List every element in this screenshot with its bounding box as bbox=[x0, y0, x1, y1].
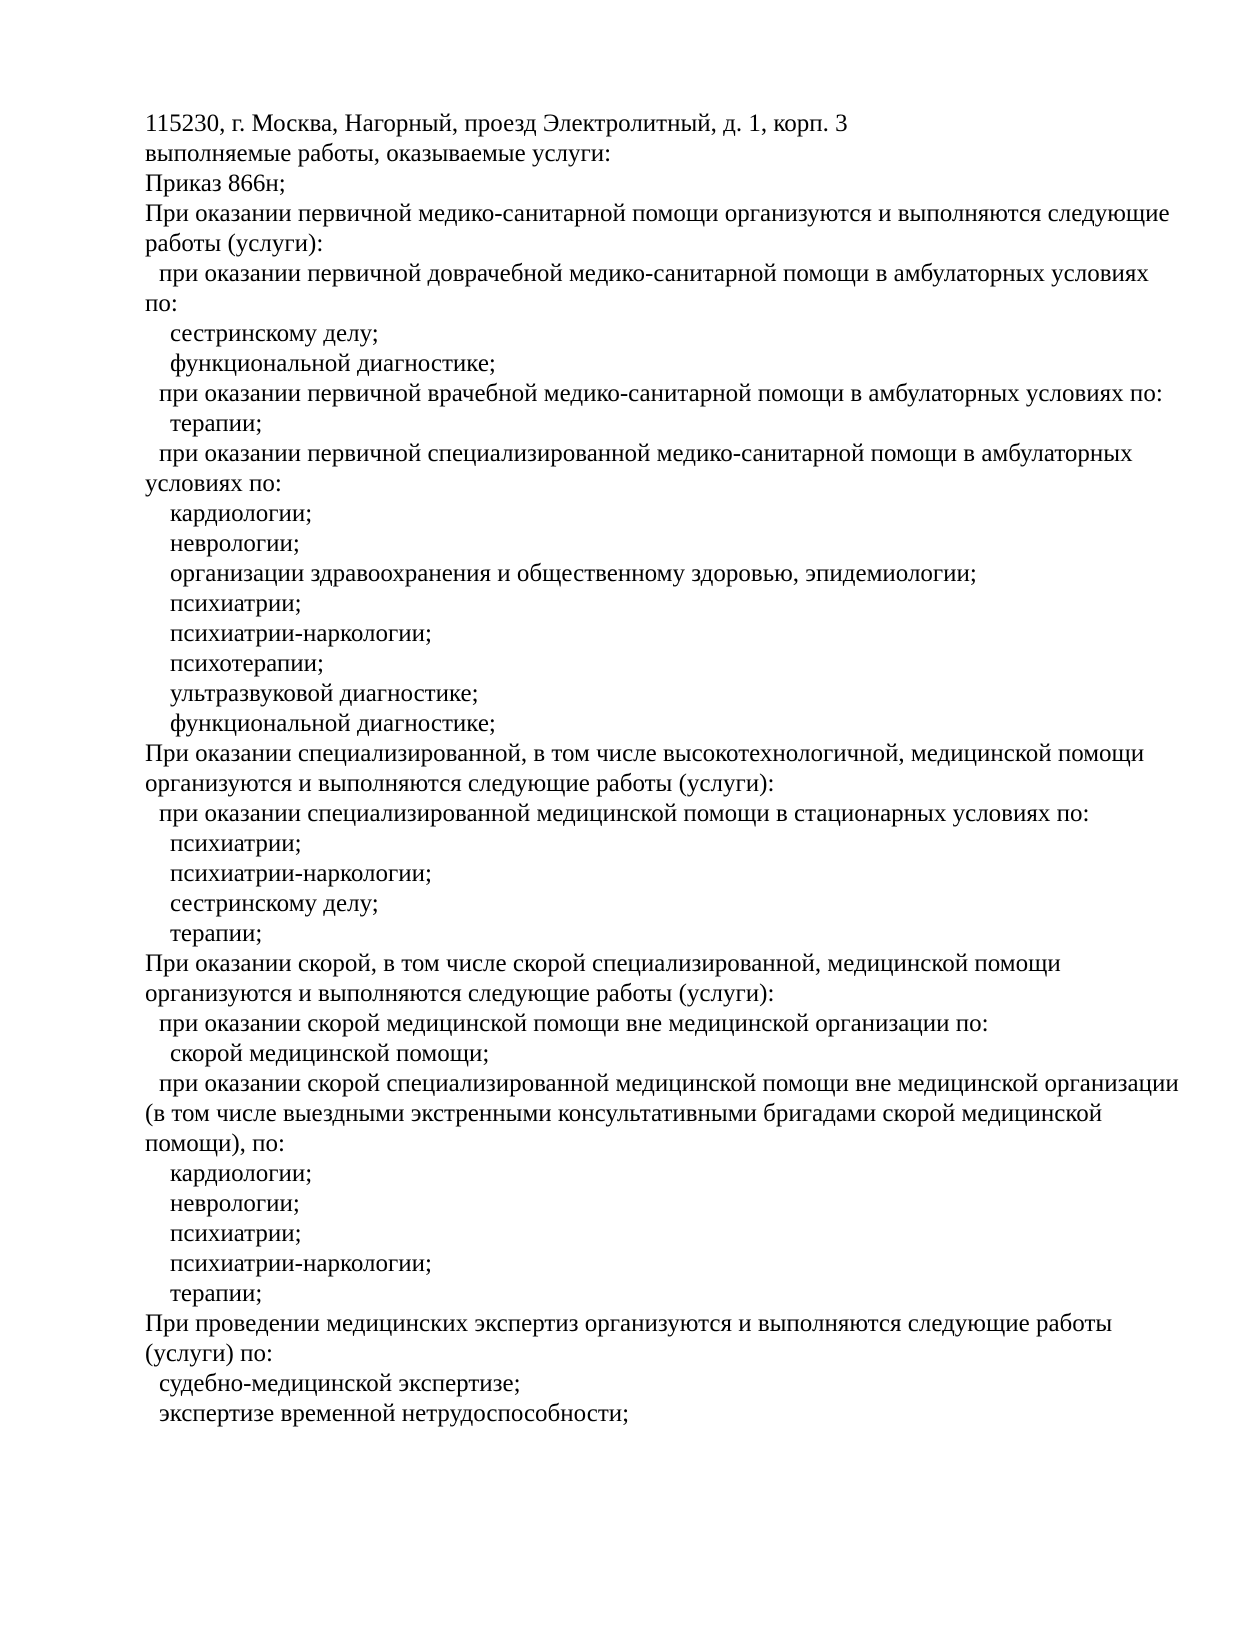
text-line: психиатрии; bbox=[170, 1220, 302, 1247]
text-line: функциональной диагностике; bbox=[170, 350, 496, 377]
text-line: При проведении медицинских экспертиз организуются и выполняются следующие работы bbox=[145, 1310, 1113, 1337]
text-line: кардиологии; bbox=[170, 500, 313, 527]
text-line: сестринскому делу; bbox=[170, 890, 379, 917]
text-line: сестринскому делу; bbox=[170, 320, 379, 347]
text-line: ультразвуковой диагностике; bbox=[170, 680, 479, 707]
text-line: организации здравоохранения и общественному здоровью, эпидемиологии; bbox=[170, 560, 977, 587]
text-line: кардиологии; bbox=[170, 1160, 313, 1187]
text-line: терапии; bbox=[170, 920, 263, 947]
text-line: выполняемые работы, оказываемые услуги: bbox=[145, 140, 612, 167]
text-line: экспертизе временной нетрудоспособности; bbox=[159, 1400, 630, 1427]
text-line: скорой медицинской помощи; bbox=[170, 1040, 490, 1067]
text-line: при оказании специализированной медицинской помощи в стационарных условиях по: bbox=[159, 800, 1090, 827]
text-line: При оказании первичной медико-санитарной помощи организуются и выполняются следующие bbox=[145, 200, 1170, 227]
text-line: психиатрии-наркологии; bbox=[170, 1250, 432, 1277]
text-line: неврологии; bbox=[170, 530, 300, 557]
text-line: терапии; bbox=[170, 410, 263, 437]
text-line: психотерапии; bbox=[170, 650, 324, 677]
text-line: психиатрии-наркологии; bbox=[170, 620, 432, 647]
text-line: помощи), по: bbox=[145, 1130, 286, 1157]
text-line: организуются и выполняются следующие работы (услуги): bbox=[145, 980, 775, 1007]
text-line: (в том числе выездными экстренными консультативными бригадами скорой медицинской bbox=[145, 1100, 1103, 1127]
text-line: терапии; bbox=[170, 1280, 263, 1307]
document-text bbox=[145, 109, 1240, 1429]
text-line: судебно-медицинской экспертизе; bbox=[159, 1370, 521, 1397]
text-line: при оказании первичной доврачебной медико-санитарной помощи в амбулаторных условиях bbox=[159, 260, 1149, 287]
text-line: по: bbox=[145, 290, 178, 317]
text-line: При оказании скорой, в том числе скорой специализированной, медицинской помощи bbox=[145, 950, 1061, 977]
text-line: неврологии; bbox=[170, 1190, 300, 1217]
text-line: 115230, г. Москва, Нагорный, проезд Электролитный, д. 1, корп. 3 bbox=[145, 110, 848, 137]
text-line: условиях по: bbox=[145, 470, 282, 497]
text-line: при оказании первичной врачебной медико-санитарной помощи в амбулаторных условиях по: bbox=[159, 380, 1163, 407]
text-line: При оказании специализированной, в том числе высокотехнологичной, медицинской помощи bbox=[145, 740, 1145, 767]
text-line: (услуги) по: bbox=[145, 1340, 273, 1367]
text-line: психиатрии; bbox=[170, 830, 302, 857]
text-line: психиатрии; bbox=[170, 590, 302, 617]
text-line: работы (услуги): bbox=[145, 230, 324, 257]
text-line: функциональной диагностике; bbox=[170, 710, 496, 737]
text-line: психиатрии-наркологии; bbox=[170, 860, 432, 887]
text-line: Приказ 866н; bbox=[145, 170, 286, 197]
text-line: при оказании скорой специализированной медицинской помощи вне медицинской организации bbox=[159, 1070, 1179, 1097]
text-line: при оказании первичной специализированной медико-санитарной помощи в амбулаторных bbox=[159, 440, 1133, 467]
text-line: организуются и выполняются следующие работы (услуги): bbox=[145, 770, 775, 797]
text-line: при оказании скорой медицинской помощи вне медицинской организации по: bbox=[159, 1010, 989, 1037]
